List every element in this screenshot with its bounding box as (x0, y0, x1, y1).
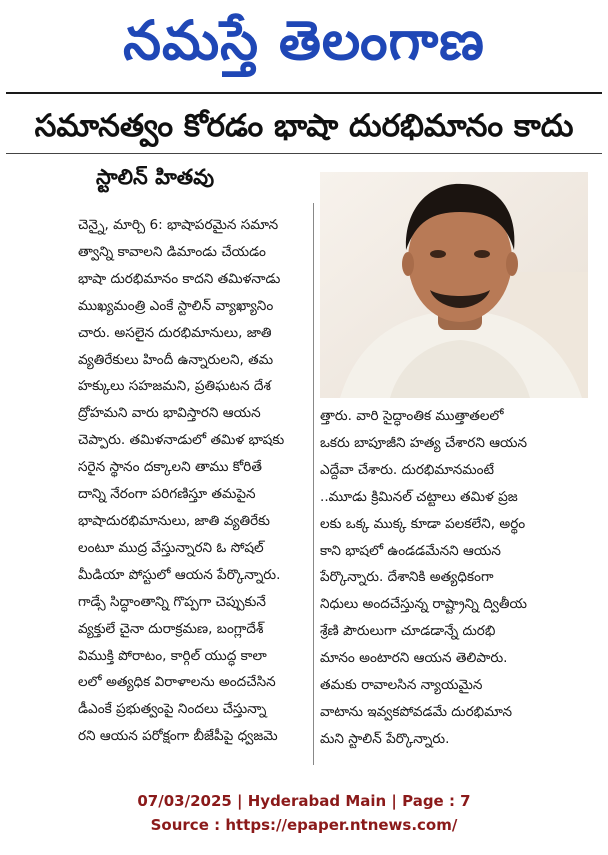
body-line: తమకు రావాలసిన న్యాయమైన (320, 677, 483, 694)
article-headline: సమానత్వం కోరడం భాషా దురభిమానం కాదు (34, 108, 574, 144)
body-line: లంటూ ముద్ర వేస్తున్నారని ఓ సోషల్ (78, 539, 264, 556)
article-byline: స్టాలిన్ హితవు (96, 165, 215, 189)
body-line: లలో అత్యధిక విరాళాలను అందచేసిన (78, 674, 276, 691)
body-line: హక్కులు సహజమని, ప్రతిఘటన దేశ (78, 378, 271, 395)
body-line: భాషా దురభిమానం కాదని తమిళనాడు (78, 270, 281, 287)
body-line: నిధులు అందచేస్తున్న రాష్ట్రాన్ని ద్వితీయ (320, 596, 527, 613)
footer-source-link[interactable]: Source : https://epaper.ntnews.com/ (150, 816, 458, 834)
footer-edition-info: 07/03/2025 | Hyderabad Main | Page : 7 (137, 792, 471, 810)
body-line: మీడియా పోస్టులో ఆయన పేర్కొన్నారు. (78, 566, 281, 583)
body-line: దాన్ని నేరంగా పరిగణిస్తూ తమపైన (78, 486, 256, 503)
article-photo (320, 172, 588, 398)
body-line: శ్రేణి పౌరులుగా చూడడాన్నే దురభి (320, 623, 496, 640)
body-line: ..మూడు క్రిమినల్ చట్టాలు తమిళ ప్రజ (320, 488, 518, 505)
body-line: పేర్కొన్నారు. దేశానికి అత్యధికంగా (320, 569, 494, 586)
body-line: విముక్తి పోరాటం, కార్గిల్ యుద్ధ కాలా (78, 647, 267, 664)
body-line: గాడ్సే సిద్ధాంతాన్ని గొప్పగా చెప్పుకునే (78, 593, 266, 610)
article-body-right (320, 403, 590, 753)
masthead (0, 0, 608, 92)
body-line: చెన్నై, మార్చి 6: భాషాపరమైన సమాన (78, 217, 279, 233)
body-line: వాటాను ఇవ్వకపోవడమే దురభిమాన (320, 703, 513, 720)
masthead-rule (6, 92, 602, 94)
portrait-image (320, 172, 588, 398)
body-line: మానం అంటారని ఆయన తెలిపారు. (320, 650, 508, 667)
body-line: చారు. అసలైన దురభిమానులు, జాతి (78, 324, 272, 341)
body-line: డీఎంకే ప్రభుత్వంపై నిందలు చేస్తున్నా (78, 701, 267, 718)
column-divider (313, 203, 314, 765)
body-line: సరైన స్థానం దక్కాలని తాము కోరితే (78, 459, 262, 476)
body-line: రని ఆయన పరోక్షంగా బీజేపీపై ధ్వజమె (78, 728, 278, 745)
headline-rule (6, 153, 602, 154)
masthead-title: నమస్తే తెలంగాణ (123, 8, 485, 72)
body-line: చెప్పారు. తమిళనాడులో తమిళ భాషకు (78, 432, 285, 449)
body-line: ఎద్దేవా చేశారు. దురభిమానమంటే (320, 461, 495, 478)
body-line: ద్రోహమని వారు భావిస్తారని ఆయన (78, 405, 261, 422)
body-line: వ్యతిరేకులు హిందీ ఉన్నారులని, తమ (78, 351, 274, 368)
body-line: త్వాన్ని కావాలని డిమాండు చేయడం (78, 243, 266, 260)
body-line: వ్యక్తులే చైనా దురాక్రమణ, బంగ్లాదేశ్ (78, 620, 264, 637)
body-line: కాని భాషలో ఉండడమేనని ఆయన (320, 542, 501, 559)
body-line: ముఖ్యమంత్రి ఎంకే స్టాలిన్ వ్యాఖ్యానిం (78, 297, 274, 314)
body-line: భాషాదురభిమానులు, జాతి వ్యతిరేకు (78, 512, 270, 529)
article-body-left (78, 212, 310, 750)
body-line: ఒకరు బాపూజీని హత్య చేశారని ఆయన (320, 434, 528, 451)
body-line: లకు ఒక్క ముక్క కూడా పలకలేని, అర్థం (320, 515, 526, 532)
body-line: త్తారు. వారి సైద్ధాంతిక ముత్తాతలలో (320, 408, 504, 424)
body-line: మని స్టాలిన్ పేర్కొన్నారు. (320, 730, 450, 747)
